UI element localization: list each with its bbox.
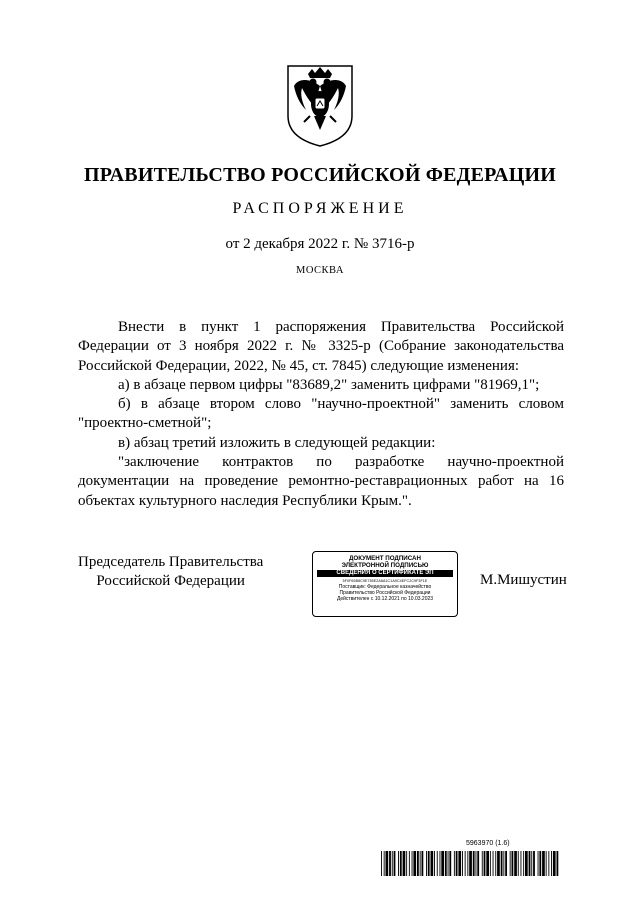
signatory-position-line2: Российской Федерации	[96, 573, 245, 589]
document-date-number: от 2 декабря 2022 г. № 3716-р	[225, 236, 415, 252]
body-paragraph: в) абзац третий изложить в следующей редакции:	[118, 434, 436, 451]
government-title: ПРАВИТЕЛЬСТВО РОССИЙСКОЙ ФЕДЕРАЦИИ	[84, 164, 556, 186]
signatory-position-line1: Председатель Правительства	[78, 554, 264, 570]
barcode-number: 5963970 (1.6)	[466, 840, 510, 847]
stamp-owner: Правительство Российской Федерации	[339, 590, 431, 597]
barcode	[381, 851, 561, 876]
stamp-supplier: Поставщик: Федеральное казначейство	[338, 584, 432, 590]
coat-of-arms-emblem	[284, 60, 356, 148]
electronic-signature-stamp	[312, 551, 458, 617]
body-paragraph: Внести в пункт 1 распоряжения Правительства Российской Федерации от 3 ноября 2022 г. № 3325-р (Собрание законодательства Российской Федерации, 2022, № 45, ст. 7845) следующие изменения:	[78, 319, 564, 374]
stamp-title-line1: ДОКУМЕНТ ПОДПИСАН	[349, 555, 421, 562]
signatory-position	[78, 553, 263, 591]
signatory-name: М.Мишустин	[480, 572, 567, 588]
body-paragraph: "заключение контрактов по разработке научно-проектной документации на проведение ремонтно-реставрационных работ на 16 объектах культурного наследия Республики Крым.".	[78, 454, 564, 509]
document-type: РАСПОРЯЖЕНИЕ	[232, 200, 408, 217]
body-paragraph: а) в абзаце первом цифры "83689,2" заменить цифрами "81969,1";	[118, 376, 540, 393]
body-paragraph: б) в абзаце втором слово "научно-проектной" заменить словом "проектно-сметной";	[78, 396, 564, 432]
stamp-validity: Действителен с 10.12.2021 по 10.03.2023	[336, 596, 434, 603]
stamp-certificate-band: СВЕДЕНИЯ О СЕРТИФИКАТЕ ЭП	[317, 570, 453, 577]
document-body	[78, 318, 564, 511]
document-city: МОСКВА	[296, 265, 344, 276]
stamp-serial: 5F0F65B8C9E755E2A8A1C1A9C4EFC2C9F3F1E	[342, 579, 428, 583]
stamp-title-line2: ЭЛЕКТРОННОЙ ПОДПИСЬЮ	[341, 562, 429, 569]
